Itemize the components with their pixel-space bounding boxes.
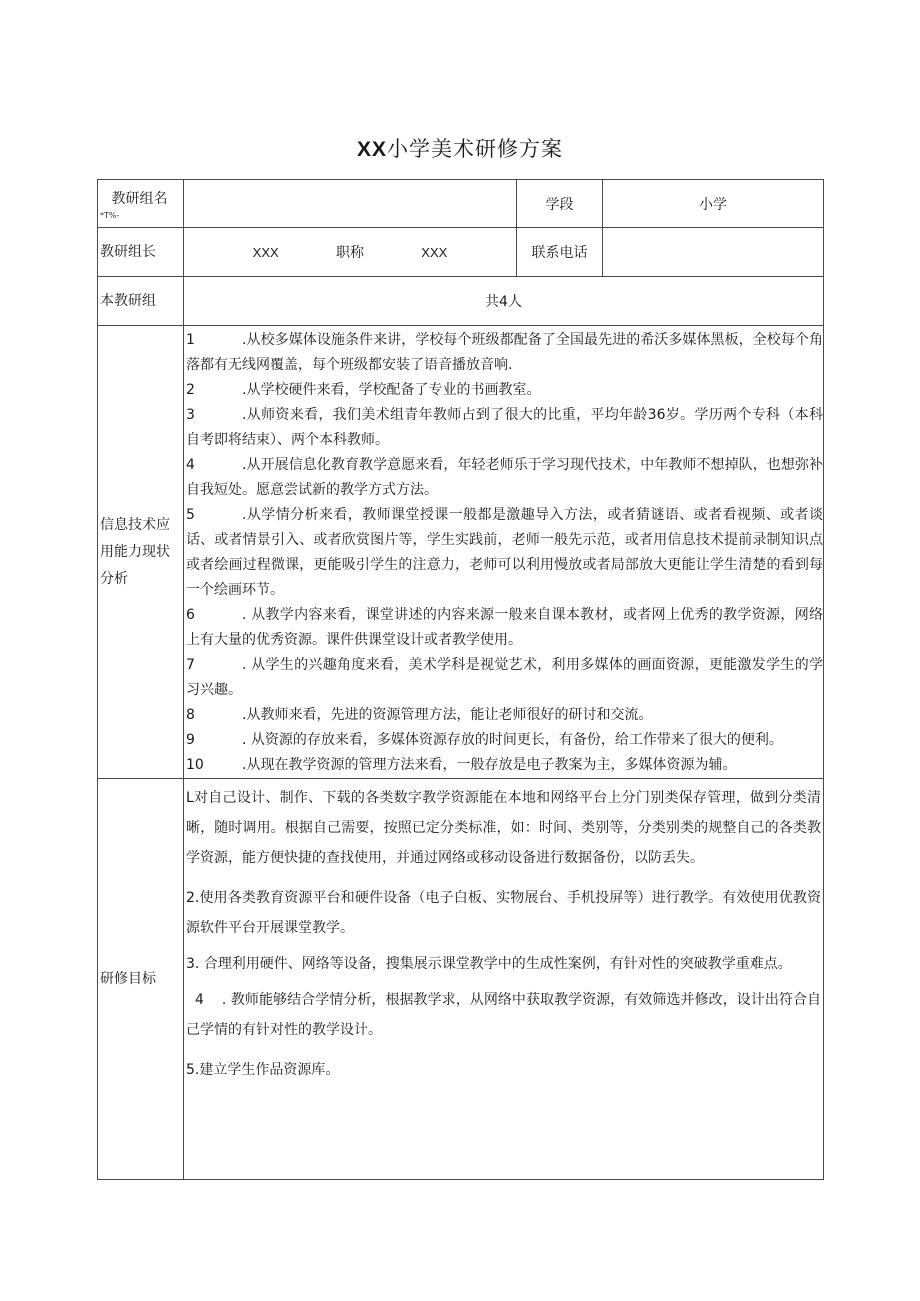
analysis-list [184,326,823,778]
analysis-item-number: 7 [186,657,195,673]
title-text: 小学美术研修方案 [387,137,563,161]
analysis-item-number: 9 [186,732,195,748]
goal-item: 2.使用各类教育资源平台和硬件设备（电子白板、实物展台、手机投屏等）进行教学。有效使用优教资源软件平台开展课堂教学。 [186,890,821,936]
analysis-item [186,653,823,703]
analysis-item-number: 5 [186,507,195,523]
row-goals [98,779,824,1180]
title-prefix: XX [356,138,387,161]
analysis-item-text: .从开展信息化教育教学意愿来看，年轻老师乐于学习现代技术，中年教师不想掉队，也想弥补自我短处。愿意尝试新的教学方式方法。 [186,457,823,498]
analysis-item-number: 4 [186,457,195,473]
row-group-name [98,180,824,228]
goal-item: 3. 合理利用硬件、网络等设备，搜集展示课堂教学中的生成性案例，有针对性的突破教学重难点。 [186,956,792,972]
job-title-label: 职称 [335,245,364,261]
analysis-item [186,453,823,503]
analysis-item-number: 10 [186,757,204,773]
row-leader [98,228,824,277]
member-count-value: 共4人 [184,277,824,326]
analysis-item-text: .从师资来看，我们美术组青年教师占到了很大的比重，平均年龄36岁。学历两个专科（本科自考即将结束）、两个本科教师。 [186,407,823,448]
leader-value: XXX [252,244,279,260]
analysis-item [186,603,823,653]
analysis-item-text: .从校多媒体设施条件来讲，学校每个班级都配备了全国最先进的希沃多媒体黑板，全校每个角落都有无线网覆盖，每个班级都安装了语音播放音响. [186,332,823,373]
analysis-item-number: 2 [186,382,195,398]
analysis-item-text: .从教师来看，先进的资源管理方法，能让老师很好的研讨和交流。 [242,707,653,723]
analysis-content [184,326,824,779]
analysis-item-number: 3 [186,407,195,423]
stage-label: 学段 [517,180,603,228]
analysis-item-text: .从学情分析来看，教师课堂授课一般都是激趣导入方法，或者猜谜语、或者看视频、或者谈话、或者情景引入、或者欣赏图片等，学生实践前，老师一般先示范，或者用信息技术提前录制知识点或者绘画过程微课，更能吸引学生的注意力，老师可以利用慢放或者局部放大更能让学生清楚的看到每一个绘画环节。 [186,507,823,598]
group-name-label-note: *T%- [100,211,120,220]
analysis-label: 信息技术应用能力现状分析 [98,326,184,779]
goal-item: 4 . 教师能够结合学情分析，根据教学求，从网络中获取教学资源，有效筛选并修改，设计出符合自己学情的有针对性的教学设计。 [186,992,822,1038]
analysis-item-number: 6 [186,607,195,623]
goals-content [184,779,824,1180]
plan-table [97,179,824,1180]
leader-cell [184,228,517,277]
analysis-item [186,503,823,603]
goal-item: L对自己设计、制作、下载的各类数字教学资源能在本地和网络平台上分门别类保存管理，做到分类清晰，随时调用。根据自己需要，按照已定分类标准，如：时间、类别等，分类别类的规整自己的各类教学资源，能方便快捷的查找使用，并通过网络或移动设备进行数据备份，以防丢失。 [186,790,821,866]
analysis-item-text: . 从资源的存放来看，多媒体资源存放的时间更长，有备份，给工作带来了很大的便利。 [242,732,783,748]
goals-label: 研修目标 [98,779,184,1180]
group-name-label: 教研组名 [111,191,168,207]
analysis-item-text: .从学校硬件来看，学校配备了专业的书画教室。 [242,382,541,398]
analysis-item-number: 8 [186,707,195,723]
goals-list [184,779,823,1085]
analysis-item [186,328,823,378]
row-member-count [98,277,824,326]
analysis-item [186,403,823,453]
analysis-item [186,703,823,728]
analysis-item-text: . 从教学内容来看，课堂讲述的内容来源一般来自课本教材，或者网上优秀的教学资源，网络上有大量的优秀资源。课件供课堂设计或者教学使用。 [186,607,823,648]
phone-label: 联系电话 [517,228,603,277]
group-name-label-cell [98,180,184,228]
analysis-item-number: 1 [186,332,195,348]
row-analysis [98,326,824,779]
member-count-label: 本教研组 [98,277,184,326]
analysis-item [186,378,823,403]
analysis-item-text: . 从学生的兴趣角度来看，美术学科是视觉艺术，利用多媒体的画面资源，更能激发学生的学习兴趣。 [186,657,823,698]
group-name-value [184,180,517,228]
analysis-item-text: .从现在教学资源的管理方法来看，一般存放是电子教案为主，多媒体资源为辅。 [242,757,737,773]
analysis-item [186,753,823,778]
analysis-item [186,728,823,753]
goal-item: 5.建立学生作品资源库。 [186,1062,340,1078]
document-title [0,133,920,163]
leader-label: 教研组长 [98,228,184,277]
job-title-value: XXX [421,244,448,260]
phone-value [603,228,824,277]
stage-value: 小学 [603,180,824,228]
